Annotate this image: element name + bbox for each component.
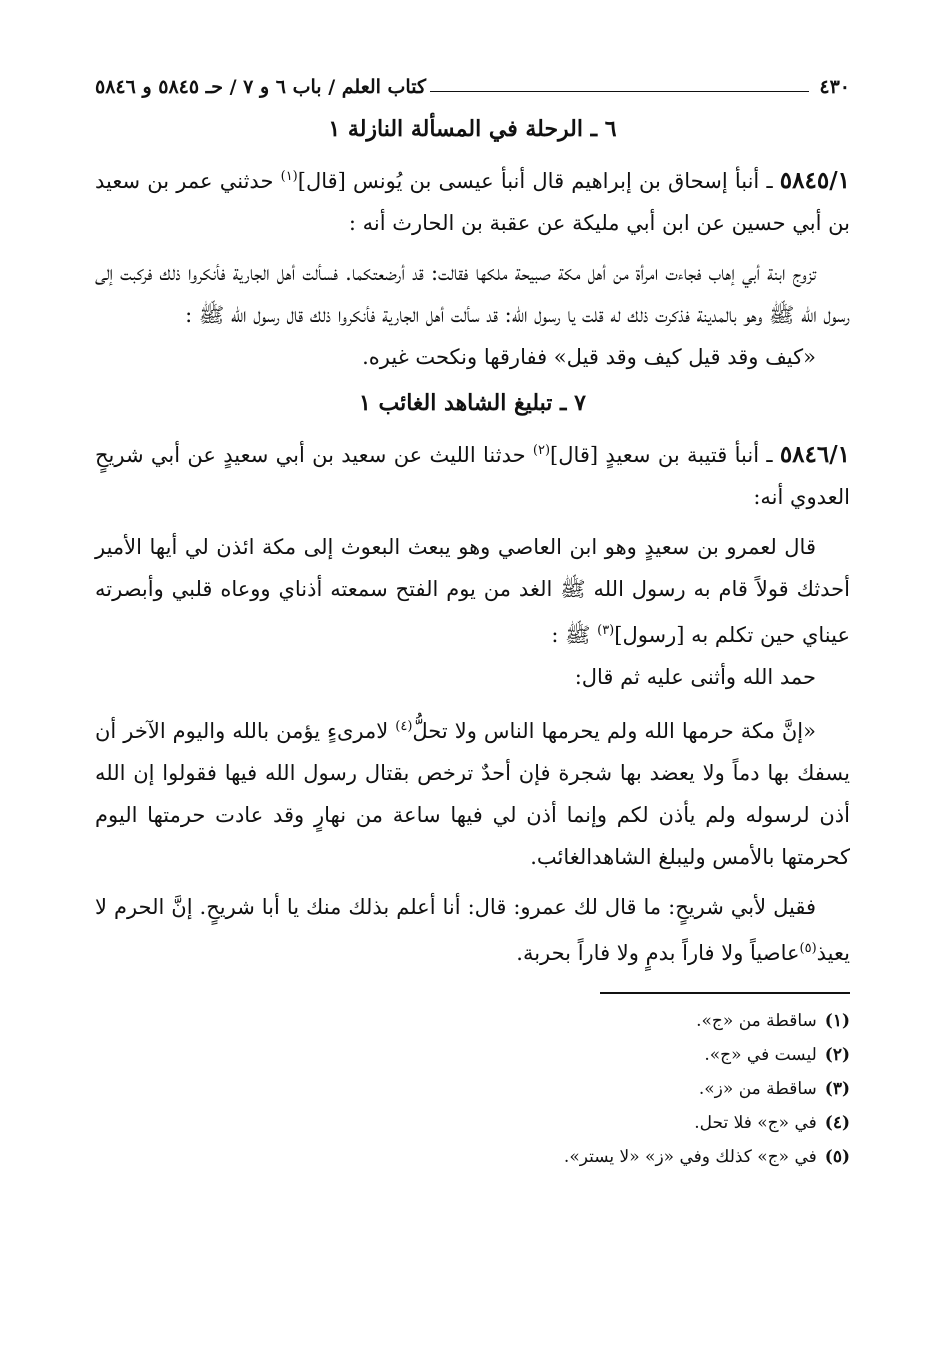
footnote-ref: (٣) [597,623,615,638]
page-number: ٤٣٠ [819,76,850,98]
text-segment: «إنَّ مكة حرمها الله ولم يحرمها الناس ولا تحلُّ [412,719,816,743]
text-segment: لامرىءٍ يؤمن بالله واليوم الآخر أن يسفك بها دماً ولا يعضد بها شجرة فإن أحدٌ ترخص بقتال رسول الله فيها فقولوا إن الله أذن لرسوله ولم يأذن لكم وإنما أذن لي فيها ساعة من نهارٍ وقد عادت حرمتها اليوم كحرمتها بالأمس وليبلغ الشاهدالغائب. [95,719,850,869]
footnote-ref: (٢) [532,443,551,458]
hadith-5846-reply [95,886,850,974]
footnote-text: ليست في «ج». [704,1045,817,1065]
footnote-text: ساقطة من «ز». [698,1079,817,1099]
footnote [95,1038,850,1072]
footnote-text: ساقطة من «ج». [696,1011,817,1031]
hadith-5845-text: تزوج ابنة أبي إهاب فجاءت امرأة من أهل مكة صبيحة ملكها فقالت: قد أرضعتكما. فسألت أهل الجارية فأنكروا ذلك فركبت إلى رسول الله ﷺ وهو بالمدينة فذكرت ذلك له قلت يا رسول الله: قد سألت أهل الجارية فأنكروا ذلك قال رسول الله ﷺ : [95,261,850,327]
text-segment: ﷺ : [551,623,598,647]
isnad-text: ـ أنبأ قتيبة بن سعيدٍ [قال] [550,443,773,467]
text-segment: قال لعمرو بن سعيدٍ وهو ابن العاصي وهو يبعث البعوث إلى مكة ائذن لي أيها الأمير أحدثك قولاً قام به رسول الله ﷺ الغد من يوم الفتح سمعته أذناي ووعاه قلبي وأبصرته عيناي حين تكلم به [رسول] [95,535,850,647]
footnote-text: في «ج» كذلك وفي «ز» «لا يستر». [563,1147,817,1167]
text-segment: فقيل لأبي شريحٍ: ما قال لك عمرو: قال: أنا أعلم بذلك منك يا أبا شريحٍ. إنَّ الحرم لا يعيذ [95,895,850,965]
hadith-5845-isnad [95,156,850,244]
document-page [95,70,850,1330]
footnote-ref: (١) [280,169,298,184]
footnote-number: (٢) [824,1045,850,1065]
footnote-number: (٥) [824,1147,850,1167]
footnote [95,1004,850,1038]
chapter-title-7: ٧ ـ تبليغ الشاهد الغائب ١ [359,390,586,416]
hadith-5846-praise: حمد الله وأثنى عليه ثم قال: [574,665,816,689]
footnote [95,1140,850,1174]
hadith-5846-sermon [95,706,850,878]
text-segment: عاصياً ولا فاراً بدمٍ ولا فاراً بحربة. [516,941,800,965]
footnotes [95,1004,850,1174]
footnote-text: في «ج» فلا تحل. [694,1113,817,1133]
footnote [95,1106,850,1140]
footnote-separator [600,992,850,994]
footnote-number: (٣) [824,1079,850,1099]
footnote-number: (١) [824,1011,850,1031]
hadith-number: ٥٨٤٦/١ [779,441,850,468]
footnote [95,1072,850,1106]
hadith-5845-quote: «كيف وقد قيل كيف وقد قيل» ففارقها ونكحت غيره. [362,345,816,369]
footnote-number: (٤) [824,1113,850,1133]
hadith-number: ٥٨٤٥/١ [779,167,850,194]
running-head [95,70,850,104]
isnad-text: ـ أنبأ إسحاق بن إبراهيم قال أنبأ عيسى بن يُونس [قال] [297,169,773,193]
footnote-ref: (٥) [799,941,817,956]
hadith-5846-text [95,526,850,656]
running-title: كتاب العلم / باب ٦ و ٧ / حـ ٥٨٤٥ و ٥٨٤٦ [95,76,427,98]
hadith-5846-isnad [95,430,850,518]
footnote-ref: (٤) [395,719,413,734]
isnad-text-cont: حدثنا الليث عن سعيد بن أبي سعيدٍ عن أبي شريحٍ العدوي أنه: [95,443,850,509]
header-rule [430,91,809,92]
chapter-title-6: ٦ ـ الرحلة في المسألة النازلة ١ [328,116,617,142]
isnad-text-cont: حدثني عمر بن سعيد بن أبي حسين عن ابن أبي مليكة عن عقبة بن الحارث أنه : [95,169,850,235]
